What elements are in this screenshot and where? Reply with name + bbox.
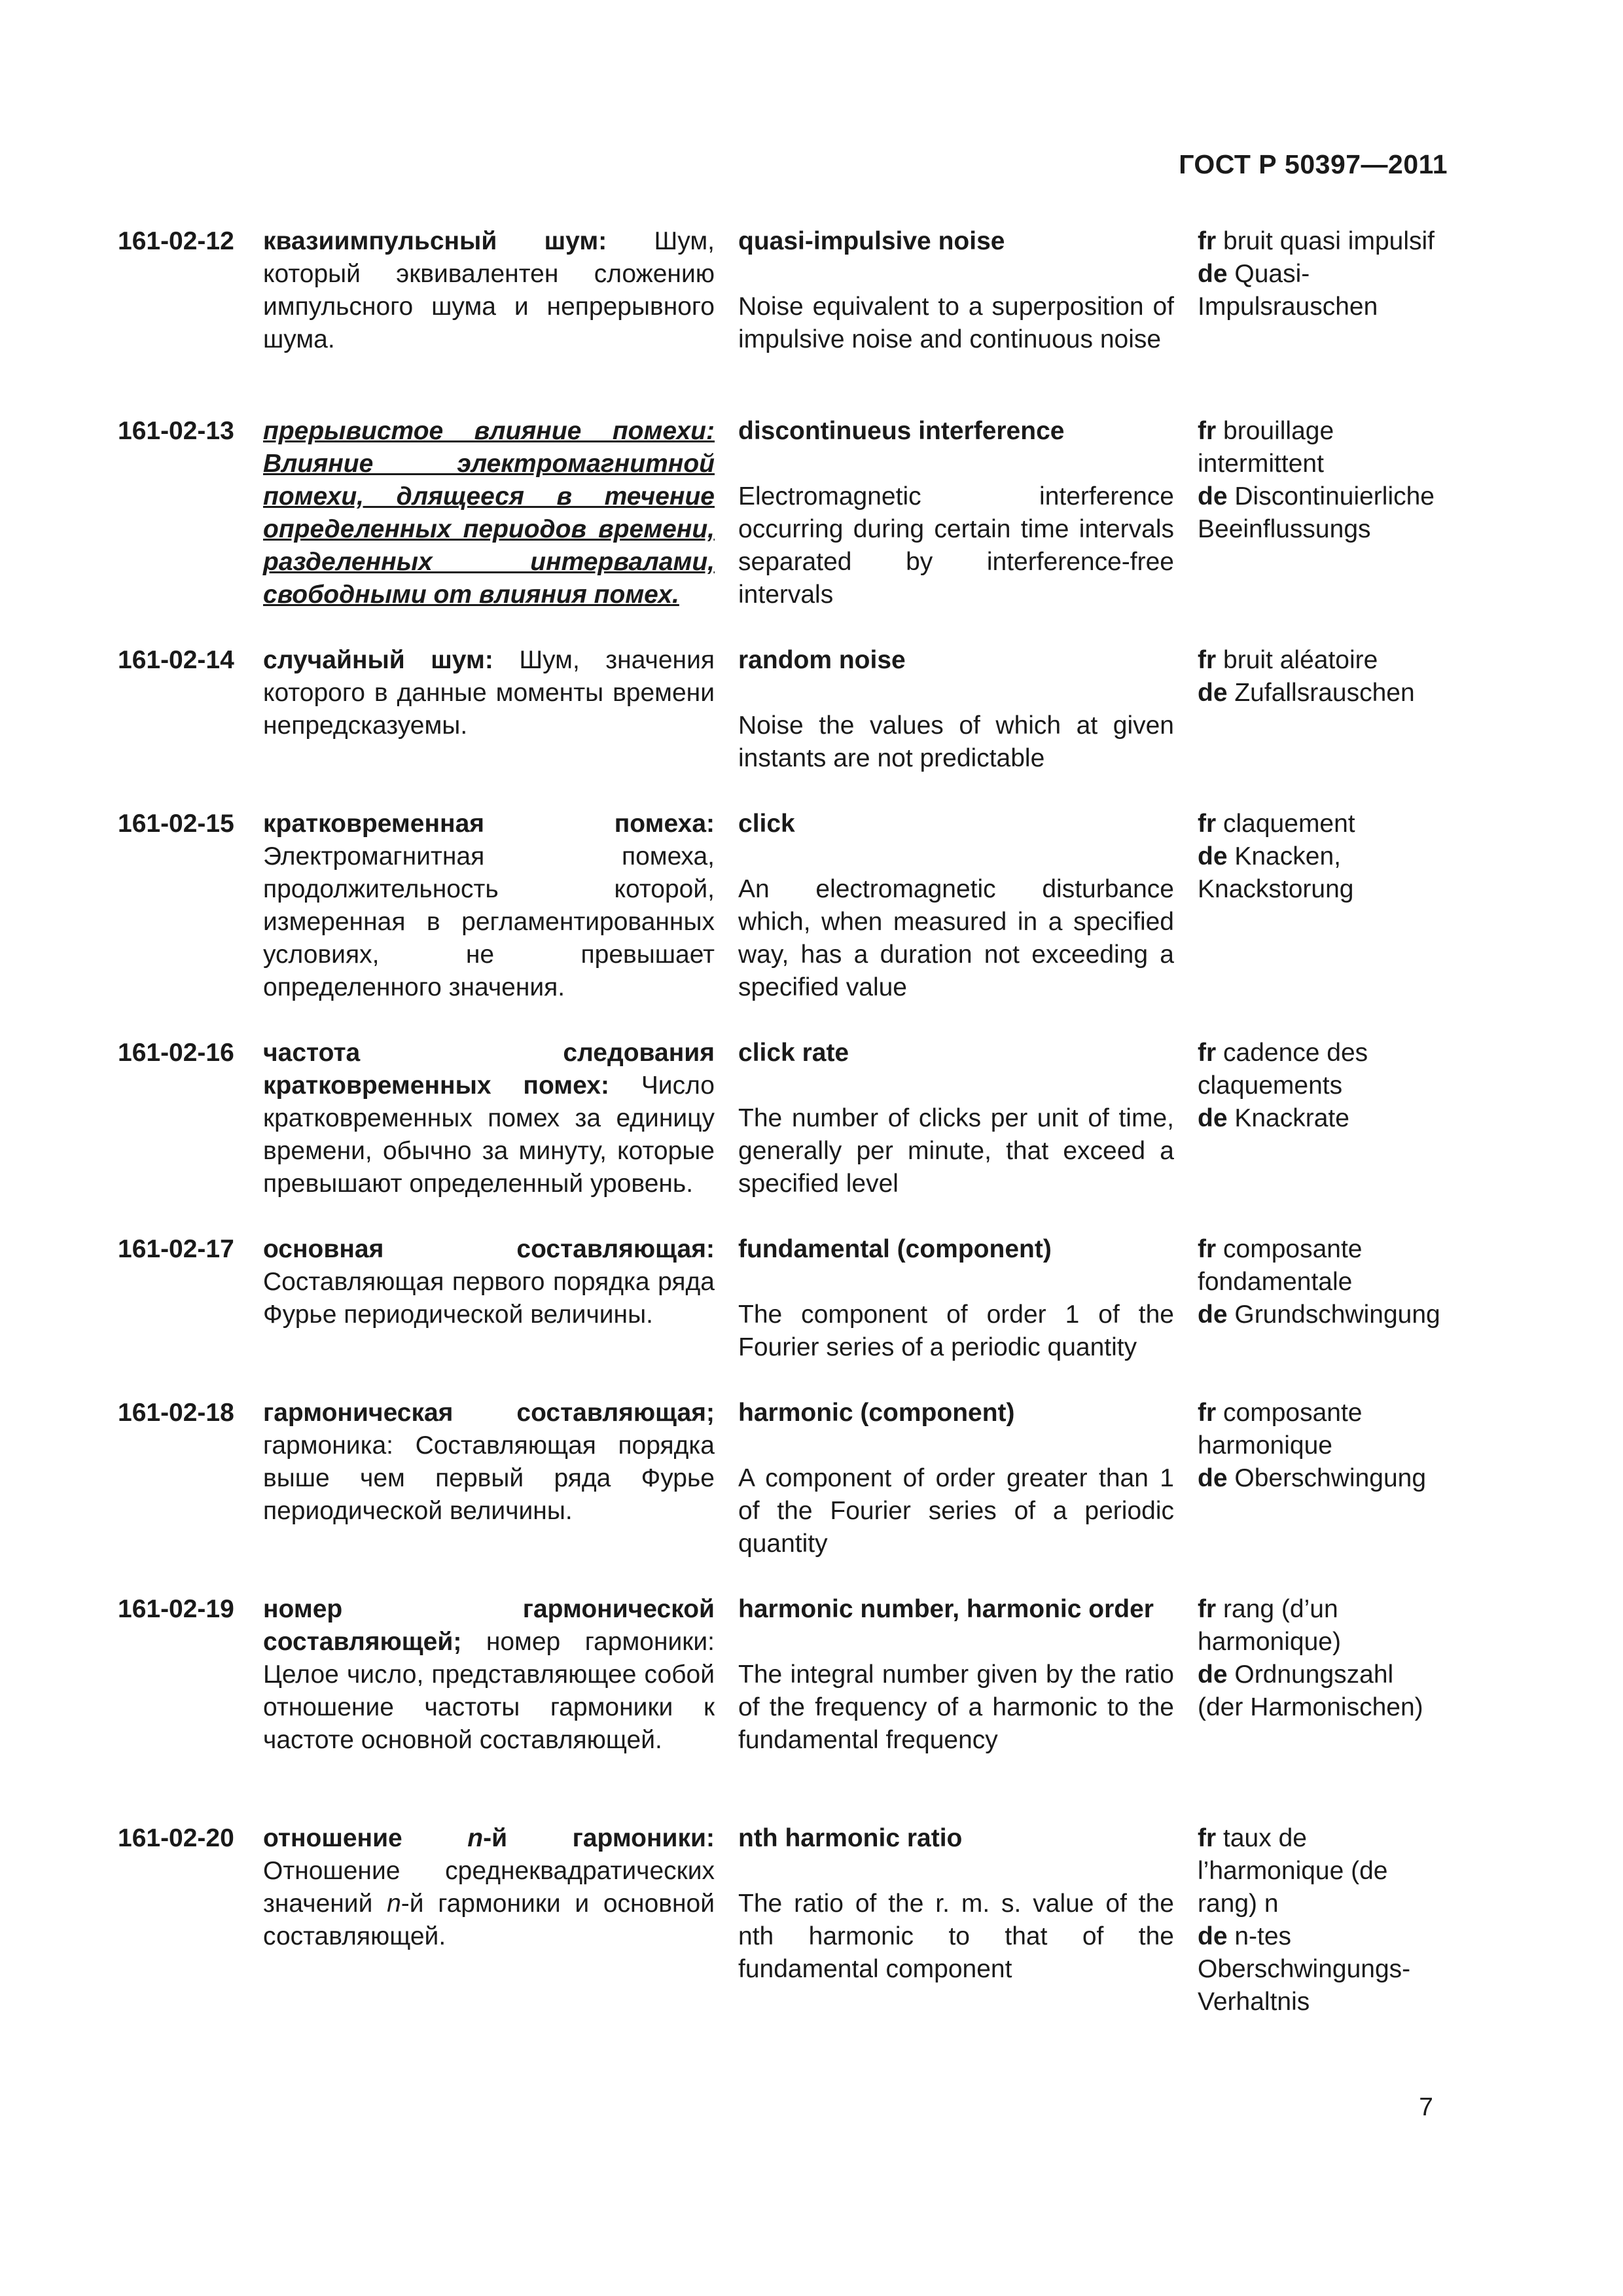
en-column — [738, 1593, 1174, 1757]
de-term: Knacken, Knackstorung — [1198, 842, 1354, 903]
de-term: Zufallsrauschen — [1234, 679, 1415, 707]
entry-161-02-13 — [118, 415, 1440, 611]
fr-term: bruit quasi impulsif — [1223, 227, 1435, 255]
entry-161-02-18 — [118, 1397, 1440, 1560]
en-def: A component of order greater than 1 of the Fourier series of a periodic quantity — [738, 1464, 1174, 1558]
translations: fr composante harmonique de Oberschwingung — [1198, 1399, 1427, 1492]
ru-def: Шум, который эквивалентен сложению импульсного шума и непрерывного шума. — [263, 227, 715, 353]
ru-term: основная составляющая: — [263, 1235, 715, 1263]
en-term: click rate — [738, 1039, 849, 1067]
ru-def: Число кратковременных помех за единицу времени, обычно за минуту, которые превышают определенный уровень. — [263, 1071, 715, 1198]
en-term: quasi-impulsive noise — [738, 227, 1005, 255]
entry-161-02-16 — [118, 1037, 1440, 1200]
en-column — [738, 1397, 1174, 1560]
fr-term: composante fondamentale — [1198, 1235, 1363, 1296]
entry-161-02-14 — [118, 644, 1440, 775]
ru-definition — [263, 1397, 715, 1560]
ru-term: случайный шум: — [263, 646, 493, 674]
ru-term: кратковременная помеха: — [263, 810, 715, 838]
ru-definition — [263, 1037, 715, 1200]
entry-161-02-12 — [118, 225, 1440, 356]
fr-term: brouillage intermittent — [1198, 417, 1334, 478]
en-column — [738, 415, 1174, 611]
ru-term: квазиимпульсный шум: — [263, 227, 607, 255]
entry-number: 161-02-15 — [118, 810, 234, 838]
entry-number: 161-02-20 — [118, 1824, 234, 1852]
fr-term: bruit aléatoire — [1223, 646, 1378, 674]
entry-161-02-17 — [118, 1233, 1440, 1364]
translations: fr brouillage intermittent de Discontinuierliche Beeinflussungs — [1198, 417, 1435, 543]
ru-definition — [263, 1593, 715, 1757]
en-column — [738, 1233, 1174, 1364]
ru-definition — [263, 644, 715, 775]
en-term: fundamental (component) — [738, 1235, 1052, 1263]
de-term: Discontinuierliche Beeinflussungs — [1198, 482, 1435, 543]
translations: fr taux de l’harmonique (de rang) n de n-tes Oberschwingungs-Verhaltnis — [1198, 1824, 1411, 2016]
entry-number: 161-02-14 — [118, 646, 234, 674]
entry-number: 161-02-13 — [118, 417, 234, 445]
translations: fr bruit aléatoire de Zufallsrauschen — [1198, 646, 1415, 707]
de-term: Knackrate — [1234, 1104, 1349, 1132]
en-term: nth harmonic ratio — [738, 1824, 963, 1852]
en-def: An electromagnetic disturbance which, when measured in a specified way, has a duration not exceeding a specified value — [738, 875, 1174, 1001]
translations: fr claquement de Knacken, Knackstorung — [1198, 810, 1355, 903]
entry-161-02-20 — [118, 1822, 1440, 2018]
en-def: The ratio of the r. m. s. value of the nth harmonic to that of the fundamental component — [738, 1890, 1174, 1983]
entry-161-02-15 — [118, 808, 1440, 1004]
ru-definition — [263, 1233, 715, 1364]
ru-def: Составляющая первого порядка ряда Фурье периодической величины. — [263, 1268, 715, 1329]
ru-def: номер гармоники: Целое число, представляющее собой отношение частоты гармоники к частоте основной составляющей. — [263, 1628, 715, 1754]
ru-term: гармоническая составляющая; — [263, 1399, 715, 1427]
en-def: Noise equivalent to a superposition of impulsive noise and continuous noise — [738, 293, 1174, 353]
entry-number: 161-02-17 — [118, 1235, 234, 1263]
fr-term: rang (d’un harmonique) — [1198, 1595, 1341, 1656]
en-def: Electromagnetic interference occurring during certain time intervals separated by interference-free intervals — [738, 482, 1174, 609]
ru-def: Шум, значения которого в данные моменты времени непредсказуемы. — [263, 646, 715, 740]
ru-def: Отношение среднеквадратических значений n-й гармоники и основной составляющей. — [263, 1857, 715, 1950]
entry-number: 161-02-16 — [118, 1039, 234, 1067]
en-column — [738, 1037, 1174, 1200]
translations: fr rang (d’un harmonique) de Ordnungszahl (der Harmonischen) — [1198, 1595, 1423, 1721]
en-column — [738, 1822, 1174, 2018]
ru-term: частота следования кратковременных помех: — [263, 1039, 715, 1100]
document-header: ГОСТ Р 50397—2011 — [1179, 149, 1448, 179]
en-term: harmonic (component) — [738, 1399, 1015, 1427]
en-column — [738, 644, 1174, 775]
en-term: click — [738, 810, 795, 838]
fr-term: claquement — [1223, 810, 1355, 838]
ru-term: номер гармонической составляющей; — [263, 1595, 715, 1656]
fr-term: taux de l’harmonique (de rang) n — [1198, 1824, 1388, 1918]
de-term: n-tes Oberschwingungs-Verhaltnis — [1198, 1922, 1411, 2016]
ru-definition-deleted: прерывистое влияние помехи: Влияние электромагнитной помехи, длящееся в течение определенных периодов времени, разделенных интервалами, свободными от влияния помех. — [263, 417, 715, 609]
translations: fr bruit quasi impulsif de Quasi-Impulsrauschen — [1198, 227, 1435, 321]
en-term: harmonic number, harmonic order — [738, 1595, 1154, 1623]
translations: fr cadence des claquements de Knackrate — [1198, 1039, 1368, 1132]
ru-def: гармоника: Составляющая порядка выше чем первый ряда Фурье периодической величины. — [263, 1431, 715, 1525]
en-def: The number of clicks per unit of time, generally per minute, that exceed a specified level — [738, 1104, 1174, 1198]
page-number: 7 — [1419, 2093, 1433, 2121]
ru-term: отношение n-й гармоники: — [263, 1824, 715, 1852]
en-column — [738, 225, 1174, 356]
en-def: Noise the values of which at given instants are not predictable — [738, 711, 1174, 772]
entry-number: 161-02-19 — [118, 1595, 234, 1623]
fr-term: cadence des claquements — [1198, 1039, 1368, 1100]
en-def: The integral number given by the ratio of the frequency of a harmonic to the fundamental frequency — [738, 1660, 1174, 1754]
translations: fr composante fondamentale de Grundschwingung — [1198, 1235, 1440, 1329]
de-term: Oberschwingung — [1234, 1464, 1427, 1492]
en-term: random noise — [738, 646, 906, 674]
entry-number: 161-02-18 — [118, 1399, 234, 1427]
de-term: Quasi-Impulsrauschen — [1198, 260, 1378, 321]
ru-definition — [263, 1822, 715, 2018]
entry-161-02-19 — [118, 1593, 1440, 1757]
en-term: discontinueus interference — [738, 417, 1065, 445]
en-column — [738, 808, 1174, 1004]
ru-definition — [263, 225, 715, 356]
ru-definition — [263, 808, 715, 1004]
de-term: Grundschwingung — [1234, 1300, 1440, 1329]
en-def: The component of order 1 of the Fourier series of a periodic quantity — [738, 1300, 1174, 1361]
fr-term: composante harmonique — [1198, 1399, 1363, 1460]
de-term: Ordnungszahl (der Harmonischen) — [1198, 1660, 1423, 1721]
entry-number: 161-02-12 — [118, 227, 234, 255]
ru-def: Электромагнитная помеха, продолжительность которой, измеренная в регламентированных условиях, не превышает определенного значения. — [263, 842, 715, 1001]
